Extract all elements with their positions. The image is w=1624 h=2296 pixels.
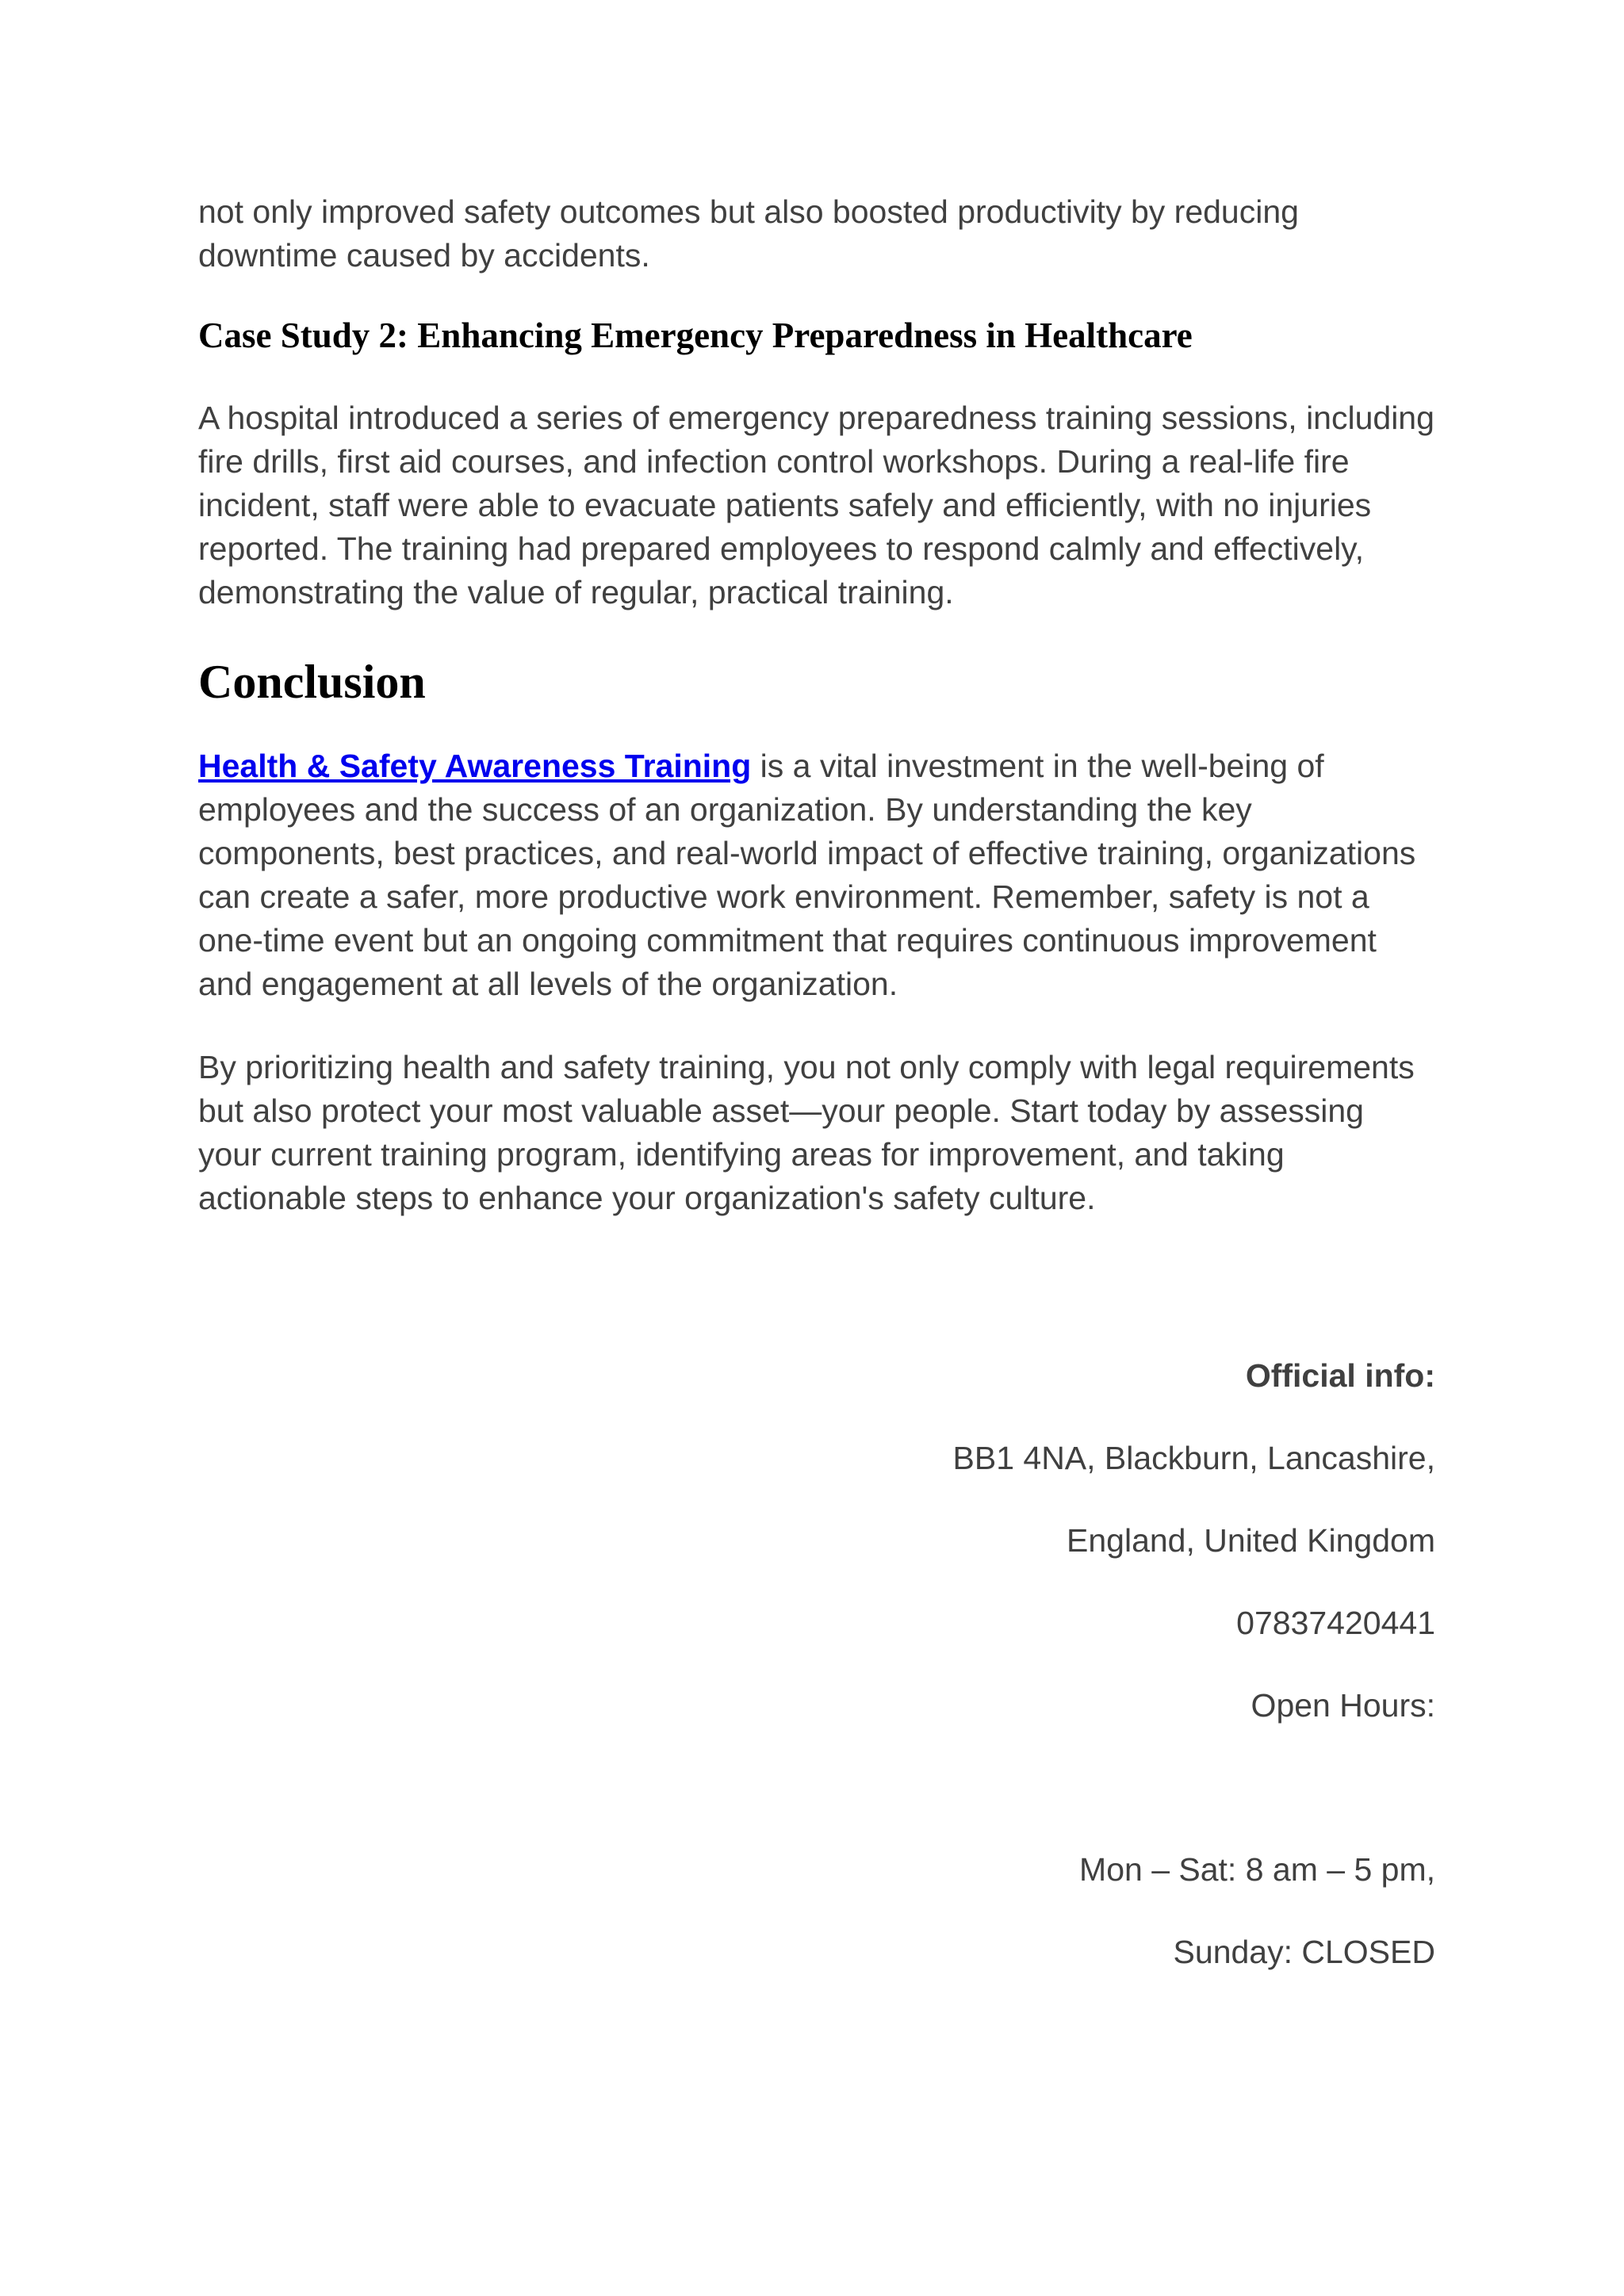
intro-paragraph-tail: not only improved safety outcomes but also boosted productivity by reducing downtime caused by accidents.	[198, 193, 1299, 274]
case-study-2-heading: Case Study 2: Enhancing Emergency Preparedness in Healthcare	[198, 316, 1193, 355]
open-hours-spacer	[953, 1766, 1436, 1848]
address-line-1: BB1 4NA, Blackburn, Lancashire,	[952, 1440, 1435, 1476]
conclusion-paragraph-1	[198, 744, 1435, 1006]
open-hours-sunday: Sunday: CLOSED	[1173, 1934, 1435, 1970]
address-line-2: England, United Kingdom	[1067, 1522, 1435, 1559]
case-study-2-paragraph: A hospital introduced a series of emergency preparedness training sessions, including fire drills, first aid courses, and infection control workshops. During a real-life fire incident, staff were able to evacuate patients safely and efficiently, with no injuries reported. The training had prepared employees to respond calmly and effectively, demonstrating the value of regular, practical training.	[198, 400, 1434, 610]
conclusion-paragraph-2: By prioritizing health and safety training, you not only comply with legal requirements but also protect your most valuable asset—your people. Start today by assessing your current training program, identifying areas for improvement, and taking actionable steps to enhance your organization's safety culture.	[198, 1049, 1415, 1216]
official-info-label: Official info:	[1245, 1357, 1435, 1394]
phone-number: 07837420441	[1236, 1605, 1435, 1641]
conclusion-paragraph-1-text: is a vital investment in the well-being of employees and the success of an organization. By understanding the key components, best practices, and real-world impact of effective training, organizations can create a safer, more productive work environment. Remember, safety is not a one-time event but an ongoing commitment that requires continuous improvement and engagement at all levels of the organization.	[198, 748, 1416, 1002]
document-page	[198, 190, 1435, 1220]
official-info-block	[953, 1354, 1436, 2013]
open-hours-weekday: Mon – Sat: 8 am – 5 pm,	[1079, 1851, 1435, 1888]
health-safety-training-link[interactable]: Health & Safety Awareness Training	[198, 748, 752, 784]
open-hours-label: Open Hours:	[1251, 1687, 1435, 1724]
conclusion-heading: Conclusion	[198, 656, 426, 708]
